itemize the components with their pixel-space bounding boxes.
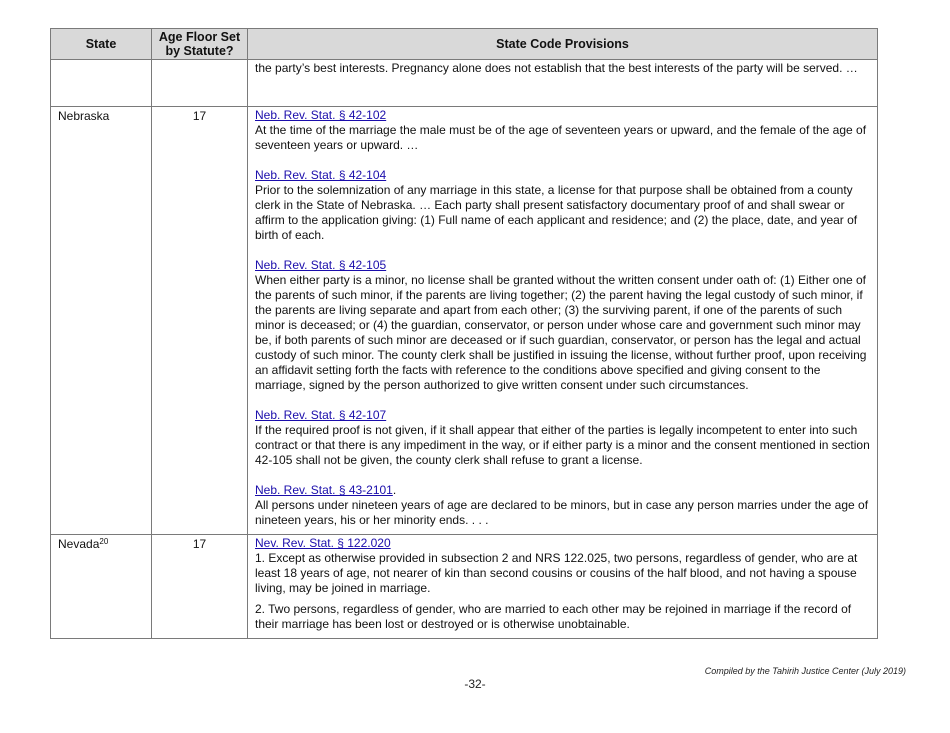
continuation-provisions-cell [248,60,878,107]
provision-42-107 [255,408,871,468]
continuation-state-cell [51,60,152,107]
age-floor-nevada: 17 [152,535,248,639]
citation-link[interactable]: Neb. Rev. Stat. § 42-105 [255,258,387,272]
provision-43-2101 [255,483,871,528]
provision-text: At the time of the marriage the male must be of the age of seventeen years or upward, and the female of the age of seventeen years or upward. … [255,123,867,152]
provision-text: All persons under nineteen years of age are declared to be minors, but in case any person marries under the age of nineteen years, his or her minority ends. . . . [255,498,869,527]
table-row-nevada [51,535,878,639]
age-floor-nebraska: 17 [152,107,248,535]
provision-text: When either party is a minor, no license shall be granted without the written consent under oath of: (1) Either one of the parents of such minor, if the parents are living together; (2) the parent having the legal custody of such minor, if the parents are living separate and apart from each other; (3) the surviving parent, if one of the parents of such minor is deceased; or (4) the guardian, conservator, or person under whose care and government such minor may be, if both parents of such minor are deceased or if such guardian, conservator, or person has the legal and actual custody of such minor. The county clerk shall be justified in issuing the license, without further proof, upon receiving an affidavit setting forth the facts with reference to the conditions above specified and giving consent to the marriage, signed by the person authorized to give written consent under such circumstances. [255,273,867,392]
provision-42-104 [255,168,871,243]
provision-text: 2. Two persons, regardless of gender, who are married to each other may be rejoined in marriage if the record of their marriage has been lost or destroyed or is otherwise unobtainable. [255,602,852,631]
state-name-nevada [51,535,152,639]
provision-text: If the required proof is not given, if it shall appear that either of the parties is legally incompetent to enter into such contract or that there is any impediment in the way, or if either party is a minor and the consent mentioned in section 42-105 shall not be given, the county clerk shall refuse to grant a license. [255,423,870,467]
citation-link[interactable]: Neb. Rev. Stat. § 43-2101 [255,483,393,497]
header-age-floor: Age Floor Set by Statute? [152,29,248,60]
footnote-marker[interactable]: 20 [99,537,109,546]
provision-text: 1. Except as otherwise provided in subsection 2 and NRS 122.025, two persons, regardless of gender, who are at least 18 years of age, not nearer of kin than second cousins or cousins of the half blood, and not having a spouse living, may be joined in marriage. [255,551,858,595]
header-provisions: State Code Provisions [248,29,878,60]
state-code-table [50,28,878,639]
citation-link[interactable]: Nev. Rev. Stat. § 122.020 [255,536,391,550]
table-header-row [51,29,878,60]
citation-link[interactable]: Neb. Rev. Stat. § 42-102 [255,108,387,122]
citation-link[interactable]: Neb. Rev. Stat. § 42-104 [255,168,387,182]
continuation-age-cell [152,60,248,107]
header-state: State [51,29,152,60]
provisions-nevada [248,535,878,639]
citation-suffix: . [392,483,397,497]
provision-text: Prior to the solemnization of any marriage in this state, a license for that purpose shall be obtained from a county clerk in the State of Nebraska. … Each party shall present satisfactory documentary proof of and shall swear or affirm to the application giving: (1) Full name of each applicant and residence; and (2) the place, date, and year of birth of each. [255,183,858,242]
page-number: -32- [464,677,486,691]
table-row-continuation [51,60,878,107]
citation-link[interactable]: Neb. Rev. Stat. § 42-107 [255,408,387,422]
continuation-text: the party’s best interests. Pregnancy alone does not establish that the best interests of the party will be served. … [255,61,858,75]
footer-credit: Compiled by the Tahirih Justice Center (July 2019) [704,666,906,676]
provision-42-102 [255,108,871,153]
table-row-nebraska [51,107,878,535]
provision-42-105 [255,258,871,393]
provisions-nebraska [248,107,878,535]
state-label: Nevada [58,537,100,551]
state-name-nebraska: Nebraska [51,107,152,535]
